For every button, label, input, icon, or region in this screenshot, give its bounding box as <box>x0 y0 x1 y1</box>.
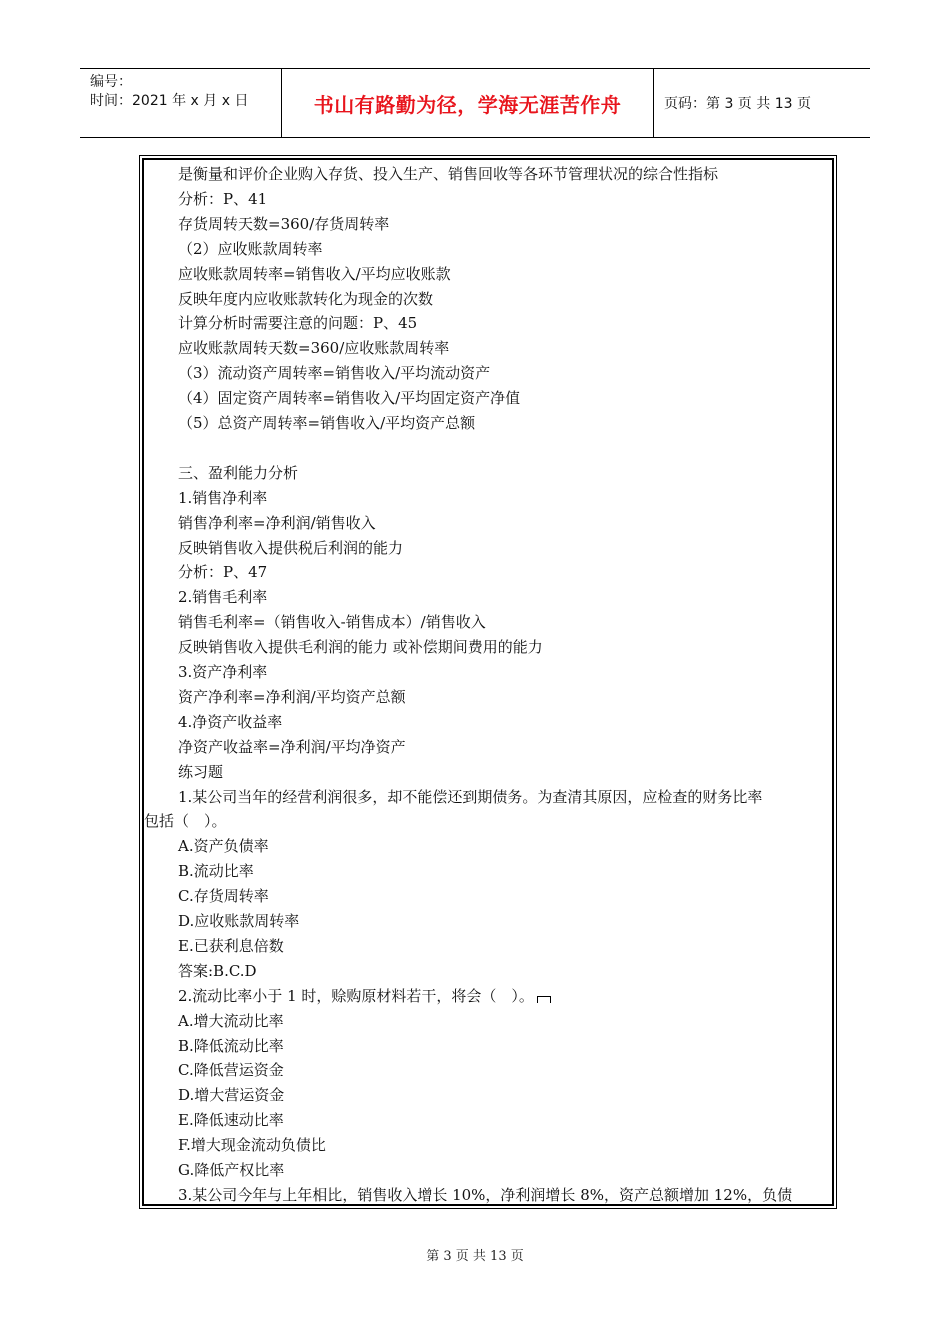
body-line: 练习题 <box>178 762 224 781</box>
body-line: 资产净利率=净利润/平均资产总额 <box>178 687 406 706</box>
body-line: 分析：P、47 <box>178 563 268 582</box>
body-line: 存货周转天数=360/存货周转率 <box>178 214 390 233</box>
body-line: D.增大营运资金 <box>178 1086 285 1105</box>
body-line: 应收账款周转天数=360/应收账款周转率 <box>178 339 450 358</box>
body-line: （4）固定资产周转率=销售收入/平均固定资产净值 <box>178 389 521 408</box>
header-meta <box>80 69 282 137</box>
body-line: 2.销售毛利率 <box>178 588 268 607</box>
page-header <box>80 68 870 138</box>
body-line: 分析：P、41 <box>178 189 268 208</box>
body-line: C.降低营运资金 <box>178 1061 284 1080</box>
body-line: 3.某公司今年与上年相比，销售收入增长 10%，净利润增长 8%，资产总额增加 12%，负债 <box>178 1185 793 1204</box>
body-line: A.增大流动比率 <box>178 1011 284 1030</box>
body-line: 答案:B.C.D <box>178 961 257 980</box>
body-line: 2.流动比率小于 1 时，赊购原材料若干，将会（ ）。 <box>178 984 551 1008</box>
body-line: 包括（ ）。 <box>144 812 227 831</box>
text-cursor-mark <box>537 996 551 1003</box>
document-date-label: 时间：2021 年 x 月 x 日 <box>90 93 249 109</box>
body-line: 4.净资产收益率 <box>178 712 283 731</box>
body-line: 三、盈利能力分析 <box>178 463 299 482</box>
body-line: E.降低速动比率 <box>178 1111 284 1130</box>
body-line: 净资产收益率=净利润/平均净资产 <box>178 737 406 756</box>
header-motto: 书山有路勤为径，学海无涯苦作舟 <box>282 69 654 137</box>
body-line: 销售净利率=净利润/销售收入 <box>178 513 376 532</box>
document-body <box>142 158 834 1206</box>
body-line: D.应收账款周转率 <box>178 912 300 930</box>
body-line: 应收账款周转率=销售收入/平均应收账款 <box>178 264 451 283</box>
body-line: 1.某公司当年的经营利润很多，却不能偿还到期债务。为查清其原因，应检查的财务比率 <box>178 787 763 806</box>
page-footer: 第 3 页 共 13 页 <box>426 1249 524 1264</box>
body-line: A.资产负债率 <box>178 837 269 856</box>
body-line: 反映年度内应收账款转化为现金的次数 <box>178 289 434 308</box>
body-line: E.已获利息倍数 <box>178 936 284 955</box>
body-line: F.增大现金流动负债比 <box>178 1136 326 1155</box>
body-line: （3）流动资产周转率=销售收入/平均流动资产 <box>178 364 491 383</box>
body-line: C.存货周转率 <box>178 887 269 906</box>
body-line: （2）应收账款周转率 <box>178 239 323 258</box>
header-page-code: 页码：第 3 页 共 13 页 <box>664 96 811 112</box>
document-number-label: 编号： <box>90 74 132 90</box>
body-line: （5）总资产周转率=销售收入/平均资产总额 <box>178 414 476 432</box>
body-line: 反映销售收入提供毛利润的能力 或补偿期间费用的能力 <box>178 638 543 657</box>
body-line: 3.资产净利率 <box>178 663 268 681</box>
body-line: B.流动比率 <box>178 862 254 881</box>
body-line: 反映销售收入提供税后利润的能力 <box>178 538 404 557</box>
body-line: G.降低产权比率 <box>178 1161 285 1179</box>
body-line: 1.销售净利率 <box>178 488 268 507</box>
body-line: B.降低流动比率 <box>178 1036 284 1055</box>
body-line: 计算分析时需要注意的问题：P、45 <box>178 314 418 333</box>
body-line: 销售毛利率=（销售收入-销售成本）/销售收入 <box>178 613 486 632</box>
body-line: 是衡量和评价企业购入存货、投入生产、销售回收等各环节管理状况的综合性指标 <box>178 165 719 183</box>
